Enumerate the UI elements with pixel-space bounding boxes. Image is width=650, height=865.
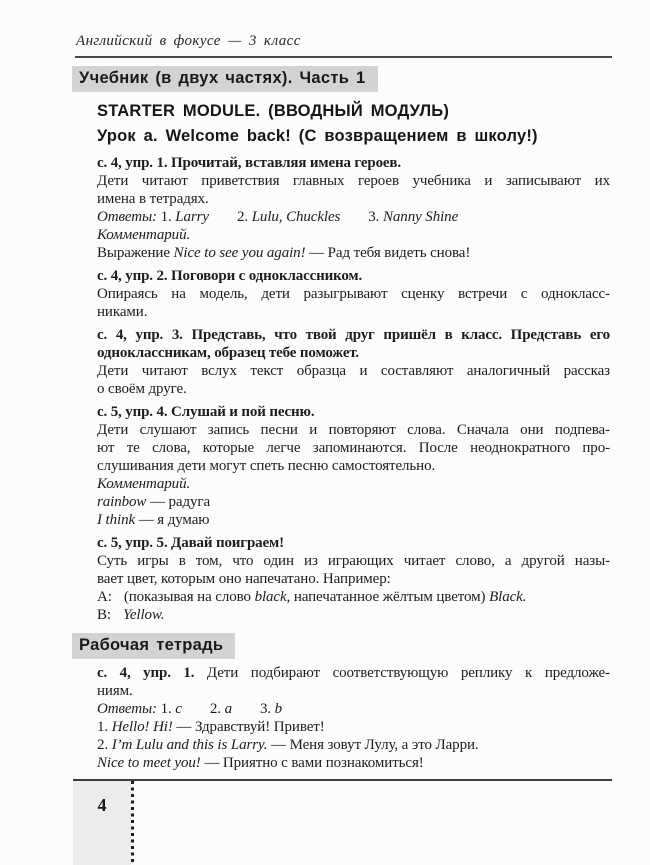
text-segment: Выражение — [97, 245, 174, 261]
text-line — [97, 362, 610, 380]
text-segment: Дети слушают запись песни и повторяют слова. Сначала они подпева- — [97, 422, 610, 438]
text-segment: Larry — [175, 209, 209, 225]
binding-dotted-line — [131, 781, 134, 865]
text-segment: вает цвет, которым оно напечатано. Например: — [97, 571, 391, 587]
text-segment: (показывая на слово — [123, 589, 255, 605]
text-line — [97, 403, 610, 421]
text-segment: black — [254, 589, 287, 605]
text-line — [97, 534, 610, 552]
text-segment: Комментарий. — [97, 476, 191, 492]
text-segment: Hello! Hi! — [111, 719, 173, 735]
text-line — [97, 421, 610, 439]
text-segment: Black. — [489, 589, 527, 605]
text-segment: с. 4, упр. 1. Прочитай, вставляя имена героев. — [97, 155, 401, 171]
text-line — [97, 172, 610, 190]
text-segment: Yellow. — [122, 607, 165, 623]
exercise-p4-2 — [97, 267, 610, 321]
workbook-exercise-p4-1 — [97, 664, 610, 772]
text-line — [97, 285, 610, 303]
text-line — [97, 439, 610, 457]
text-line — [97, 606, 610, 624]
text-segment: Дети подбирают соответствующую реплику к предложе- — [194, 665, 610, 681]
text-segment: 1. — [156, 209, 176, 225]
text-segment: — я думаю — [135, 512, 210, 528]
exercise-p4-1 — [97, 154, 610, 262]
text-segment: с. 5, упр. 4. Слушай и пой песню. — [97, 404, 315, 420]
text-segment: 3. — [259, 701, 275, 717]
text-line — [97, 475, 610, 493]
text-line — [97, 326, 610, 344]
text-line — [97, 226, 610, 244]
text-segment: Урок a. Welcome back! (С возвращением в школу!) — [97, 127, 538, 145]
text-line — [97, 244, 610, 262]
text-segment: одноклассникам, образец тебе поможет. — [97, 345, 360, 361]
exercise-p5-4 — [97, 403, 610, 529]
text-line — [97, 124, 610, 149]
text-line — [97, 664, 610, 682]
text-line — [97, 190, 610, 208]
text-segment: имена в тетрадях. — [97, 191, 209, 207]
text-segment: слушивания дети могут спеть песню самостоятельно. — [97, 458, 436, 474]
text-segment: 1. — [156, 701, 176, 717]
text-segment: с. 5, упр. 5. Давай поиграем! — [97, 535, 284, 551]
text-segment: a — [224, 701, 232, 717]
running-head: Английский в фокусе — 3 класс — [76, 33, 301, 49]
text-segment: Nanny Shine — [382, 209, 459, 225]
text-segment: — Рад тебя видеть снова! — [305, 245, 471, 261]
text-segment: , напечатанное жёлтым цветом) — [286, 589, 490, 605]
text-segment: STARTER MODULE. (ВВОДНЫЙ МОДУЛЬ) — [97, 102, 450, 120]
content — [72, 66, 612, 772]
text-segment: I’m Lulu and this is Larry. — [111, 737, 268, 753]
text-line — [97, 99, 610, 124]
text-line — [97, 682, 610, 700]
page-number-box — [73, 781, 131, 865]
text-segment: A: — [97, 589, 112, 605]
text-segment: Суть игры в том, что один из играющих читает слово, а другой назы- — [97, 553, 610, 569]
text-line — [97, 493, 610, 511]
text-segment: о своём друге. — [97, 381, 187, 397]
text-segment: c — [175, 701, 182, 717]
text-line — [97, 267, 610, 285]
exercise-p4-3 — [97, 326, 610, 398]
text-segment: B: — [97, 607, 111, 623]
section-heading-book: Учебник (в двух частях). Часть 1 — [72, 66, 378, 92]
text-segment: — радуга — [146, 494, 211, 510]
text-line — [97, 552, 610, 570]
workbook-section — [72, 664, 612, 772]
text-segment: — Меня зовут Лулу, а это Ларри. — [267, 737, 479, 753]
text-segment: никами. — [97, 304, 148, 320]
text-segment: Комментарий. — [97, 227, 191, 243]
textbook-section — [72, 99, 612, 624]
text-segment: Nice to see you again! — [173, 245, 306, 261]
text-segment: rainbow — [97, 494, 147, 510]
text-segment: — Приятно с вами познакомиться! — [200, 755, 424, 771]
text-line — [97, 736, 610, 754]
text-line — [97, 380, 610, 398]
text-line — [97, 588, 610, 606]
text-segment: Опираясь на модель, дети разыгрывают сценку встречи с однокласс- — [97, 286, 610, 302]
header-rule — [75, 56, 612, 58]
text-segment: b — [274, 701, 283, 717]
text-segment: — Здравствуй! Привет! — [172, 719, 325, 735]
text-segment: Ответы: — [97, 701, 157, 717]
text-segment: ниям. — [97, 683, 133, 699]
text-line — [97, 208, 610, 226]
text-segment: 2. — [97, 737, 112, 753]
text-segment: 3. — [368, 209, 383, 225]
page-number: 4 — [97, 795, 107, 815]
text-segment: 2. — [209, 701, 225, 717]
module-heading — [97, 99, 610, 149]
text-line — [97, 344, 610, 362]
text-segment: Дети читают вслух текст образца и составляют аналогичный рассказ — [97, 363, 610, 379]
text-line — [97, 700, 610, 718]
text-line — [97, 511, 610, 529]
text-segment: 2. — [236, 209, 252, 225]
text-line — [97, 303, 610, 321]
text-segment: Nice to meet you! — [97, 755, 201, 771]
text-segment: Ответы: — [97, 209, 157, 225]
text-segment: 1. — [97, 719, 112, 735]
text-line — [97, 457, 610, 475]
text-line — [97, 718, 610, 736]
section-heading-workbook: Рабочая тетрадь — [72, 633, 235, 659]
text-segment: Lulu, Chuckles — [251, 209, 341, 225]
text-segment: I think — [97, 512, 136, 528]
text-segment: с. 4, упр. 2. Поговори с одноклассником. — [97, 268, 363, 284]
text-line — [97, 754, 610, 772]
text-segment: с. 4, упр. 1. — [97, 665, 195, 681]
text-segment: ют те слова, которые легче запоминаются. После неоднократного про- — [97, 440, 610, 456]
exercise-p5-5 — [97, 534, 610, 624]
text-segment: с. 4, упр. 3. Представь, что твой друг пришёл в класс. Представь его — [97, 327, 610, 343]
text-line — [97, 570, 610, 588]
text-line — [97, 154, 610, 172]
footer-rule — [73, 779, 612, 781]
text-segment: Дети читают приветствия главных героев учебника и записывают их — [97, 173, 610, 189]
